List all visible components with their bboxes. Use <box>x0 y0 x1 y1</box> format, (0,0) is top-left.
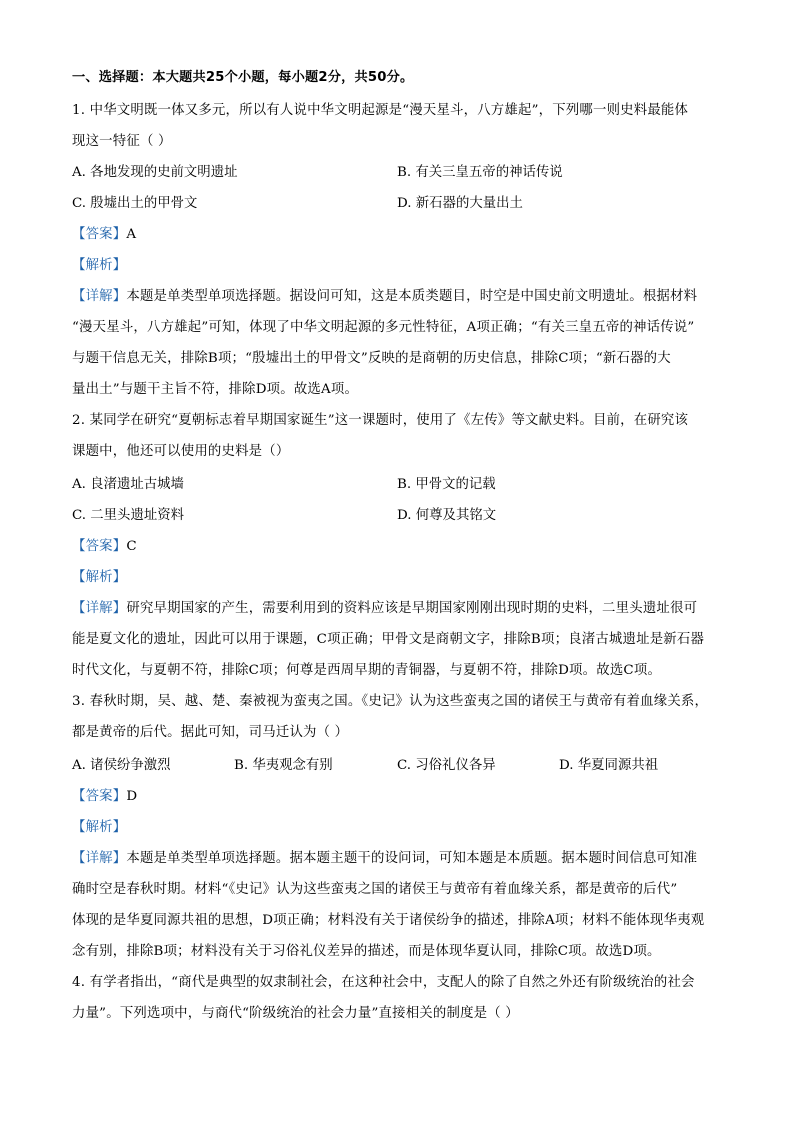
detail-text: 本题是单类型单项选择题。据本题主题干的设问词，可知本题是本质题。据本题时间信息可知准 <box>126 851 698 866</box>
question-2-detail-line-3: 时代文化，与夏朝不符，排除C项；何尊是西周早期的青铜器，与夏朝不符，排除D项。故选C项。 <box>72 663 662 678</box>
question-3-detail-line-1 <box>72 847 697 866</box>
question-3-detail-line-4: 念有别，排除B项；材料没有关于习俗礼仪差异的描述，而是体现华夏认同，排除C项。故选D项。 <box>72 944 661 959</box>
question-1-option-a: A. 各地发现的史前文明遗址 <box>72 165 238 180</box>
question-3-stem-line-1: 3. 春秋时期，吴、越、楚、秦被视为蛮夷之国。《史记》认为这些蛮夷之国的诸侯王与黄帝有着血缘关系， <box>72 694 709 709</box>
answer-tag: 【答案】 <box>72 227 127 242</box>
answer-value: C <box>126 539 137 554</box>
answer-value: A <box>126 227 137 242</box>
answer-tag: 【答案】 <box>72 539 127 554</box>
question-3-detail-line-3: 体现的是华夏同源共祖的思想，D项正确；材料没有关于诸侯纷争的描述，排除A项；材料不能体现华夷观 <box>72 913 705 928</box>
question-3-stem-line-2: 都是黄帝的后代。据此可知，司马迁认为（ ） <box>72 725 349 740</box>
question-1-detail-line-1 <box>72 285 697 304</box>
question-1-answer <box>72 223 136 242</box>
question-2-option-d: D. 何尊及其铭文 <box>397 508 497 523</box>
question-1-option-b: B. 有关三皇五帝的神话传说 <box>397 165 563 180</box>
question-2-stem-line-1: 2. 某同学在研究“夏朝标志着早期国家诞生”这一课题时，使用了《左传》等文献史料。目前，在研究该 <box>72 413 689 428</box>
answer-tag: 【答案】 <box>72 789 127 804</box>
question-3-option-d: D. 华夏同源共祖 <box>559 758 659 773</box>
question-2-analysis-tag: 【解析】 <box>72 570 127 585</box>
question-1-detail-line-2: “漫天星斗，八方雄起”可知，体现了中华文明起源的多元性特征，A项正确；“有关三皇五帝的神话传说” <box>72 320 695 335</box>
question-2-detail-line-2: 能是夏文化的遗址，因此可以用于课题，C项正确；甲骨文是商朝文字，排除B项；良渚古城遗址是新石器 <box>72 632 705 647</box>
question-1-detail-line-4: 量出土”与题干主旨不符，排除D项。故选A项。 <box>72 382 359 397</box>
question-1-analysis-tag: 【解析】 <box>72 258 127 273</box>
detail-text: 研究早期国家的产生，需要利用到的资料应该是早期国家刚刚出现时期的史料，二里头遗址很可 <box>126 601 698 616</box>
question-2-option-c: C. 二里头遗址资料 <box>72 508 185 523</box>
detail-tag: 【详解】 <box>72 851 127 866</box>
detail-text: 本题是单类型单项选择题。据设问可知，这是本质类题目，时空是中国史前文明遗址。根据材料 <box>126 289 698 304</box>
answer-value: D <box>126 789 138 804</box>
question-1-stem-line-1: 1. 中华文明既一体又多元，所以有人说中华文明起源是“漫天星斗，八方雄起”，下列哪一则史料最能体 <box>72 103 689 118</box>
question-4-stem-line-1: 4. 有学者指出，“商代是典型的奴隶制社会，在这种社会中，支配人的除了自然之外还有阶级统治的社会 <box>72 975 695 990</box>
question-1-detail-line-3: 与题干信息无关，排除B项；“殷墟出土的甲骨文”反映的是商朝的历史信息，排除C项；“新石器的大 <box>72 351 671 366</box>
question-1-option-c: C. 殷墟出土的甲骨文 <box>72 196 198 211</box>
question-2-answer <box>72 535 137 554</box>
question-2-detail-line-1 <box>72 597 697 616</box>
question-4-stem-line-2: 力量”。下列选项中，与商代“阶级统治的社会力量”直接相关的制度是（ ） <box>72 1006 519 1021</box>
question-3-analysis-tag: 【解析】 <box>72 820 127 835</box>
detail-tag: 【详解】 <box>72 289 127 304</box>
question-1-option-d: D. 新石器的大量出土 <box>397 196 523 211</box>
question-3-option-b: B. 华夷观念有别 <box>234 758 333 773</box>
question-2-stem-line-2: 课题中，他还可以使用的史料是（） <box>72 444 290 459</box>
question-3-detail-line-2: 确时空是春秋时期。材料“《史记》认为这些蛮夷之国的诸侯王与黄帝有着血缘关系，都是黄帝的后代” <box>72 882 678 897</box>
question-3-option-a: A. 诸侯纷争激烈 <box>72 758 171 773</box>
question-2-option-a: A. 良渚遗址古城墙 <box>72 477 184 492</box>
detail-tag: 【详解】 <box>72 601 127 616</box>
question-3-answer <box>72 785 137 804</box>
question-1-stem-line-2: 现这一特征（ ） <box>72 134 172 149</box>
section-heading: 一、选择题：本大题共25个小题，每小题2分，共50分。 <box>72 70 414 85</box>
question-2-option-b: B. 甲骨文的记载 <box>397 477 496 492</box>
question-3-option-c: C. 习俗礼仪各异 <box>397 758 496 773</box>
